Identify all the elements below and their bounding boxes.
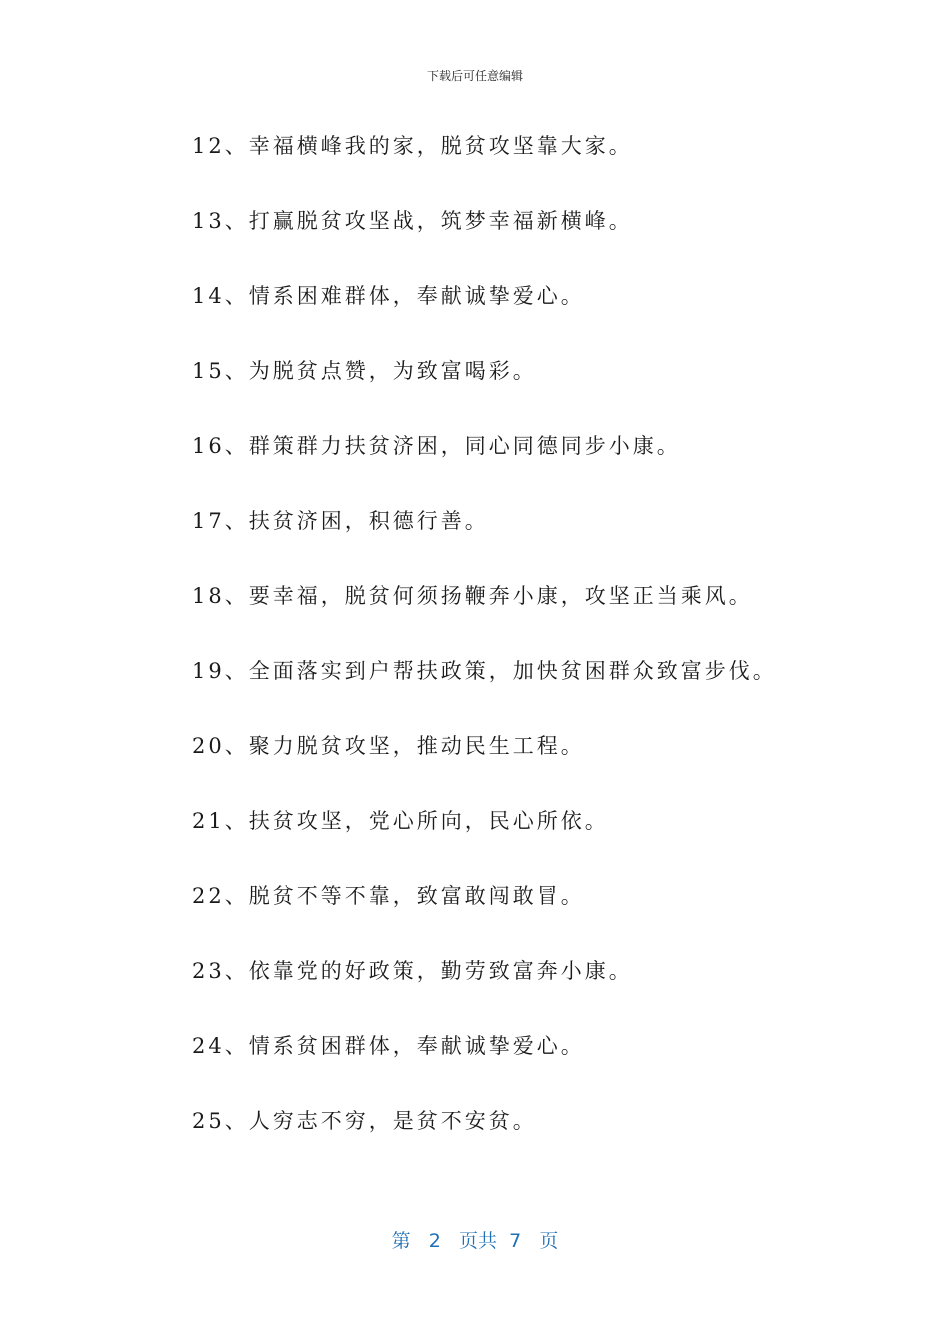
total-pages-number: 7 <box>509 1230 522 1252</box>
list-item: 22、脱贫不等不靠，致富敢闯敢冒。 <box>192 884 585 908</box>
current-page-number: 2 <box>428 1230 441 1252</box>
header-note: 下载后可任意编辑 <box>426 69 523 83</box>
list-item: 20、聚力脱贫攻坚，推动民生工程。 <box>192 734 585 758</box>
footer-suffix: 页 <box>539 1230 559 1252</box>
list-item: 21、扶贫攻坚，党心所向，民心所依。 <box>192 809 609 833</box>
list-item: 17、扶贫济困，积德行善。 <box>192 509 489 533</box>
list-item: 14、情系困难群体，奉献诚挚爱心。 <box>192 284 585 308</box>
slogan-list <box>192 130 777 1180</box>
list-item: 16、群策群力扶贫济困，同心同德同步小康。 <box>192 434 681 458</box>
list-item: 19、全面落实到户帮扶政策，加快贫困群众致富步伐。 <box>192 659 777 683</box>
footer-prefix: 第 <box>391 1230 411 1252</box>
page-number-footer <box>0 1226 950 1253</box>
footer-middle: 页共 <box>459 1230 498 1252</box>
list-item: 23、依靠党的好政策，勤劳致富奔小康。 <box>192 959 633 983</box>
list-item: 25、人穷志不穷，是贫不安贫。 <box>192 1109 537 1133</box>
list-item: 18、要幸福，脱贫何须扬鞭奔小康，攻坚正当乘风。 <box>192 584 753 608</box>
list-item: 24、情系贫困群体，奉献诚挚爱心。 <box>192 1034 585 1058</box>
list-item: 12、幸福横峰我的家，脱贫攻坚靠大家。 <box>192 134 633 158</box>
list-item: 13、打赢脱贫攻坚战，筑梦幸福新横峰。 <box>192 209 633 233</box>
list-item: 15、为脱贫点赞，为致富喝彩。 <box>192 359 537 383</box>
